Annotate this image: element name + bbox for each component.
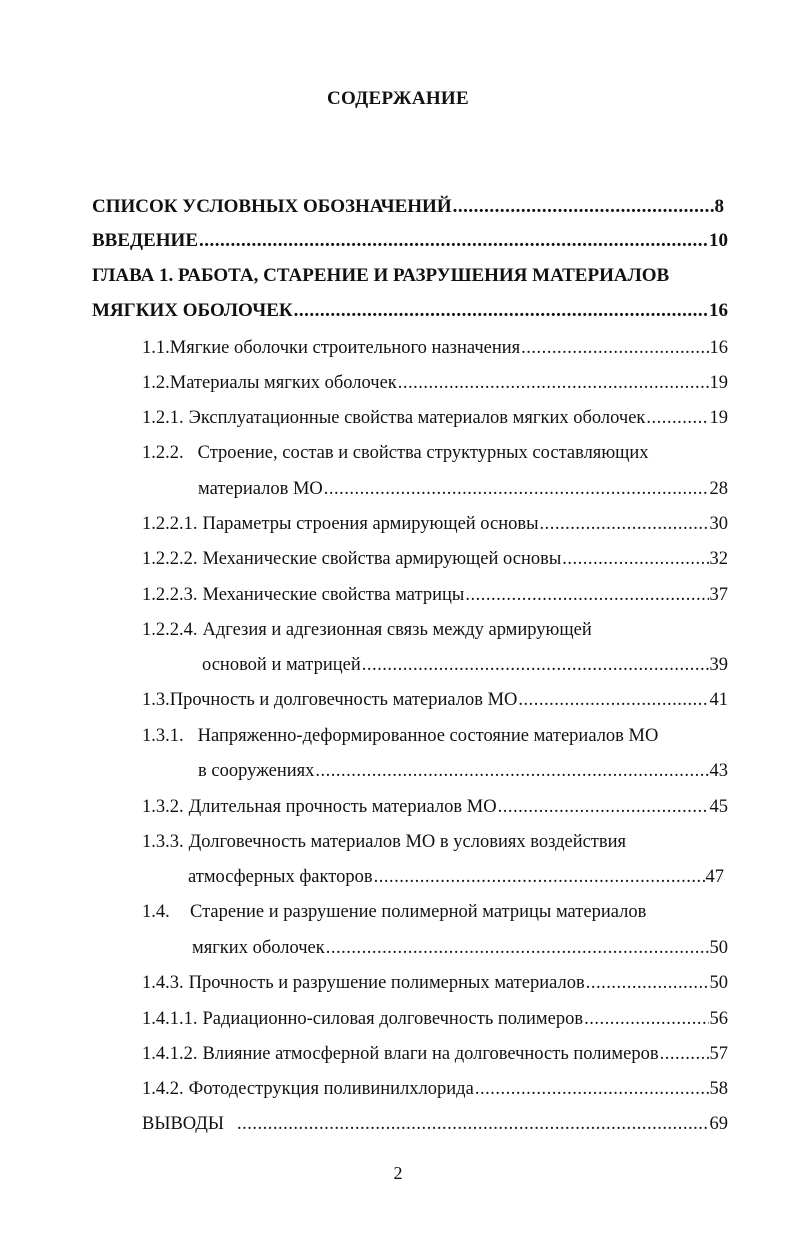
toc-entry-number: 1.2.2.2. (142, 549, 198, 569)
page-number: 2 (393, 1163, 403, 1183)
toc-entry-text: Длительная прочность материалов МО (188, 797, 497, 817)
toc-entry-number: 1.2.2.3. (142, 585, 198, 605)
toc-entry-number: 1.3.3. (142, 832, 184, 852)
toc-entry (198, 761, 728, 782)
toc-entry (92, 300, 728, 322)
toc-entry (142, 1114, 728, 1135)
toc-entry-text: Старение и разрушение полимерной матрицы материалов (190, 902, 647, 922)
toc-entry-page: 47 (705, 867, 724, 887)
toc-entry-text: Прочность и долговечность материалов МО (169, 690, 518, 710)
toc-entry (142, 902, 728, 923)
toc-entry (142, 620, 728, 641)
toc-entry-text: материалов МО (198, 479, 323, 499)
toc-entry (142, 514, 728, 535)
toc-entry-page: 19 (709, 373, 728, 393)
toc-entry-page: 45 (709, 797, 728, 817)
toc-entry-text: Строение, состав и свойства структурных составляющих (197, 443, 649, 463)
toc-entry-page: 16 (709, 338, 728, 358)
toc-entry-page: 19 (709, 408, 728, 428)
toc-entry-text: Параметры строения армирующей основы (202, 514, 539, 534)
toc-entry-text: в сооружениях (198, 761, 315, 781)
toc-entry-page: 69 (709, 1114, 728, 1134)
toc-entry (142, 690, 728, 711)
toc-entry-text: Эксплуатационные свойства материалов мягких оболочек (188, 408, 646, 428)
toc-entry-page: 50 (709, 938, 728, 958)
toc-entry-text: ВВЕДЕНИЕ (92, 230, 198, 251)
toc-entry-text: атмосферных факторов (188, 867, 373, 887)
toc-entry-number: 1.3. (142, 690, 170, 710)
toc-entry-page: 37 (709, 585, 728, 605)
toc-entry-page: 39 (709, 655, 728, 675)
toc-entry-text: Прочность и разрушение полимерных материалов (188, 973, 585, 993)
toc-entry (142, 338, 728, 359)
toc-entry (142, 443, 728, 464)
toc-entry (142, 973, 728, 994)
toc-entry-text: Фотодеструкция поливинилхлорида (188, 1079, 474, 1099)
toc-entry (192, 938, 728, 959)
page-title: СОДЕРЖАНИЕ (327, 88, 469, 109)
toc-entry-number: 1.4.1.2. (142, 1044, 198, 1064)
toc-entry-page: 30 (709, 514, 728, 534)
toc-entry-number: 1.2.2.1. (142, 514, 198, 534)
toc-entry-number: 1.1. (142, 338, 170, 358)
toc-entry (92, 265, 728, 287)
toc-entry (92, 230, 728, 252)
toc-entry (142, 832, 728, 853)
toc-entry-page: 41 (709, 690, 728, 710)
toc-entry (142, 726, 728, 747)
toc-entry-page: 50 (709, 973, 728, 993)
toc-entry (142, 549, 728, 570)
toc-entry-page: 56 (709, 1009, 728, 1029)
toc-entry-text: Материалы мягких оболочек (169, 373, 397, 393)
toc-entry-number: 1.2. (142, 373, 170, 393)
toc-entry-number: 1.2.2. (142, 443, 184, 463)
toc-entry-text: Механические свойства армирующей основы (202, 549, 562, 569)
toc-entry-page: 8 (714, 196, 724, 217)
toc-entry (142, 1044, 728, 1065)
toc-entry-text: Мягкие оболочки строительного назначения (169, 338, 521, 358)
toc-entry (188, 867, 724, 888)
toc-entry-text: Адгезия и адгезионная связь между армирующей (202, 620, 592, 640)
toc-entry (142, 1009, 728, 1030)
toc-entry-page: 57 (709, 1044, 728, 1064)
toc-entry-text: Влияние атмосферной влаги на долговечность полимеров (202, 1044, 659, 1064)
toc-entry (142, 585, 728, 606)
toc-entry (142, 797, 728, 818)
toc-entry-text: МЯГКИХ ОБОЛОЧЕК (92, 300, 293, 321)
toc-entry-number: 1.4.3. (142, 973, 184, 993)
toc-entry-text: Радиационно-силовая долговечность полимеров (202, 1009, 584, 1029)
toc-entry-number: 1.4. (142, 902, 170, 922)
toc-entry (202, 655, 728, 676)
toc-entry-text: ГЛАВА 1. РАБОТА, СТАРЕНИЕ И РАЗРУШЕНИЯ МАТЕРИАЛОВ (92, 265, 670, 286)
toc-entry-text: Долговечность материалов МО в условиях воздействия (188, 832, 627, 852)
toc-entry-page: 16 (709, 300, 728, 321)
toc-entry-page: 32 (709, 549, 728, 569)
toc-entry (142, 373, 728, 394)
toc-entry-page: 28 (709, 479, 728, 499)
toc-entry-text: основой и матрицей (202, 655, 361, 675)
toc-entry-number: 1.4.2. (142, 1079, 184, 1099)
toc-entry-text: мягких оболочек (192, 938, 325, 958)
toc-entry (92, 196, 724, 218)
toc-entry-text: СПИСОК УСЛОВНЫХ ОБОЗНАЧЕНИЙ (92, 196, 452, 217)
toc-entry-text: Напряженно-деформированное состояние материалов МО (197, 726, 659, 746)
toc-entry-number: 1.3.1. (142, 726, 184, 746)
toc-entry (142, 1079, 728, 1100)
toc-entry (198, 479, 728, 500)
toc-entry-page: 58 (709, 1079, 728, 1099)
toc-entry (142, 408, 728, 429)
toc-entry-number: 1.3.2. (142, 797, 184, 817)
toc-entry-text: ВЫВОДЫ (142, 1114, 225, 1134)
toc-entry-page: 10 (709, 230, 728, 251)
toc-entry-number: 1.4.1.1. (142, 1009, 198, 1029)
toc-entry-number: 1.2.2.4. (142, 620, 198, 640)
toc-entry-number: 1.2.1. (142, 408, 184, 428)
toc-entry-page: 43 (709, 761, 728, 781)
toc-entry-text: Механические свойства матрицы (202, 585, 465, 605)
